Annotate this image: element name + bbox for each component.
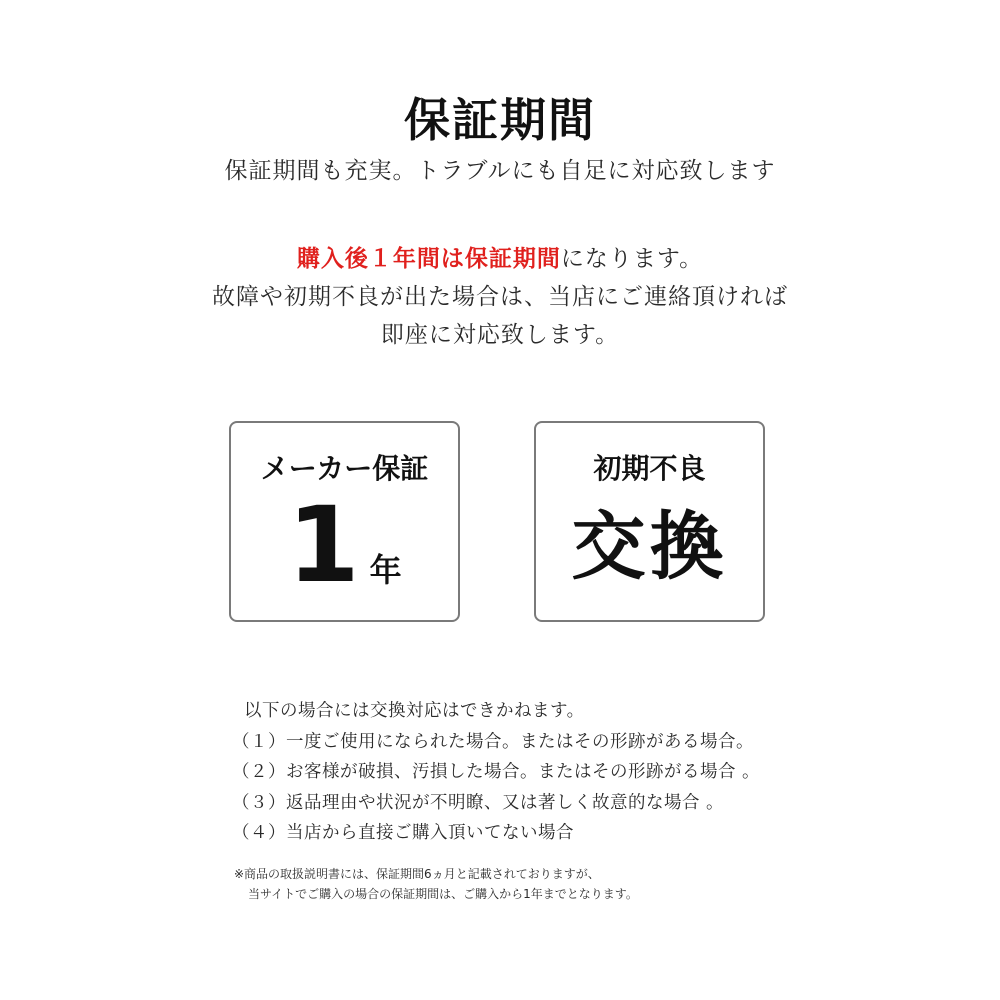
page-subtitle: 保証期間も充実。トラブルにも自足に対応致します <box>224 158 776 184</box>
warranty-years-number: 1 <box>287 484 360 606</box>
intro-line-3: 即座に対応致します。 <box>380 322 620 348</box>
initial-defect-card <box>534 421 765 622</box>
condition-item: （３）返品理由や状況が不明瞭、又は著しく故意的な場合 。 <box>232 792 725 813</box>
initial-defect-card-value: 交換 <box>571 504 728 590</box>
condition-item: （２）お客様が破損、汚損した場合。またはその形跡がる場合 。 <box>232 762 761 782</box>
footnote-line-2: 当サイトでご購入の場合の保証期間は、ご購入から1年までとなります。 <box>248 887 638 901</box>
conditions-intro: 以下の場合には交換対応はできかねます。 <box>244 701 585 721</box>
intro-line-1 <box>0 240 1000 278</box>
page-title: 保証期間 <box>404 93 596 147</box>
warranty-card-value <box>231 484 458 606</box>
warranty-highlight: 購入後１年間は保証期間 <box>296 246 561 272</box>
warranty-card-heading: メーカー保証 <box>260 452 429 485</box>
warranty-years-unit: 年 <box>369 551 402 589</box>
condition-item: （１）一度ご使用になられた場合。またはその形跡がある場合。 <box>232 731 754 752</box>
footnote <box>234 864 794 904</box>
intro-line-1-rest: になります。 <box>560 246 704 272</box>
condition-item: （４）当店から直接ご購入頂いてない場合 <box>232 823 574 843</box>
warranty-card <box>229 421 460 622</box>
initial-defect-card-heading: 初期不良 <box>593 452 706 485</box>
intro-text <box>0 240 1000 354</box>
exchange-conditions <box>232 696 792 849</box>
intro-line-2: 故障や初期不良が出た場合は、当店にご連絡頂ければ <box>212 284 788 310</box>
footnote-line-1: ※商品の取扱説明書には、保証期間6ヵ月と記載されておりますが、 <box>234 867 600 881</box>
